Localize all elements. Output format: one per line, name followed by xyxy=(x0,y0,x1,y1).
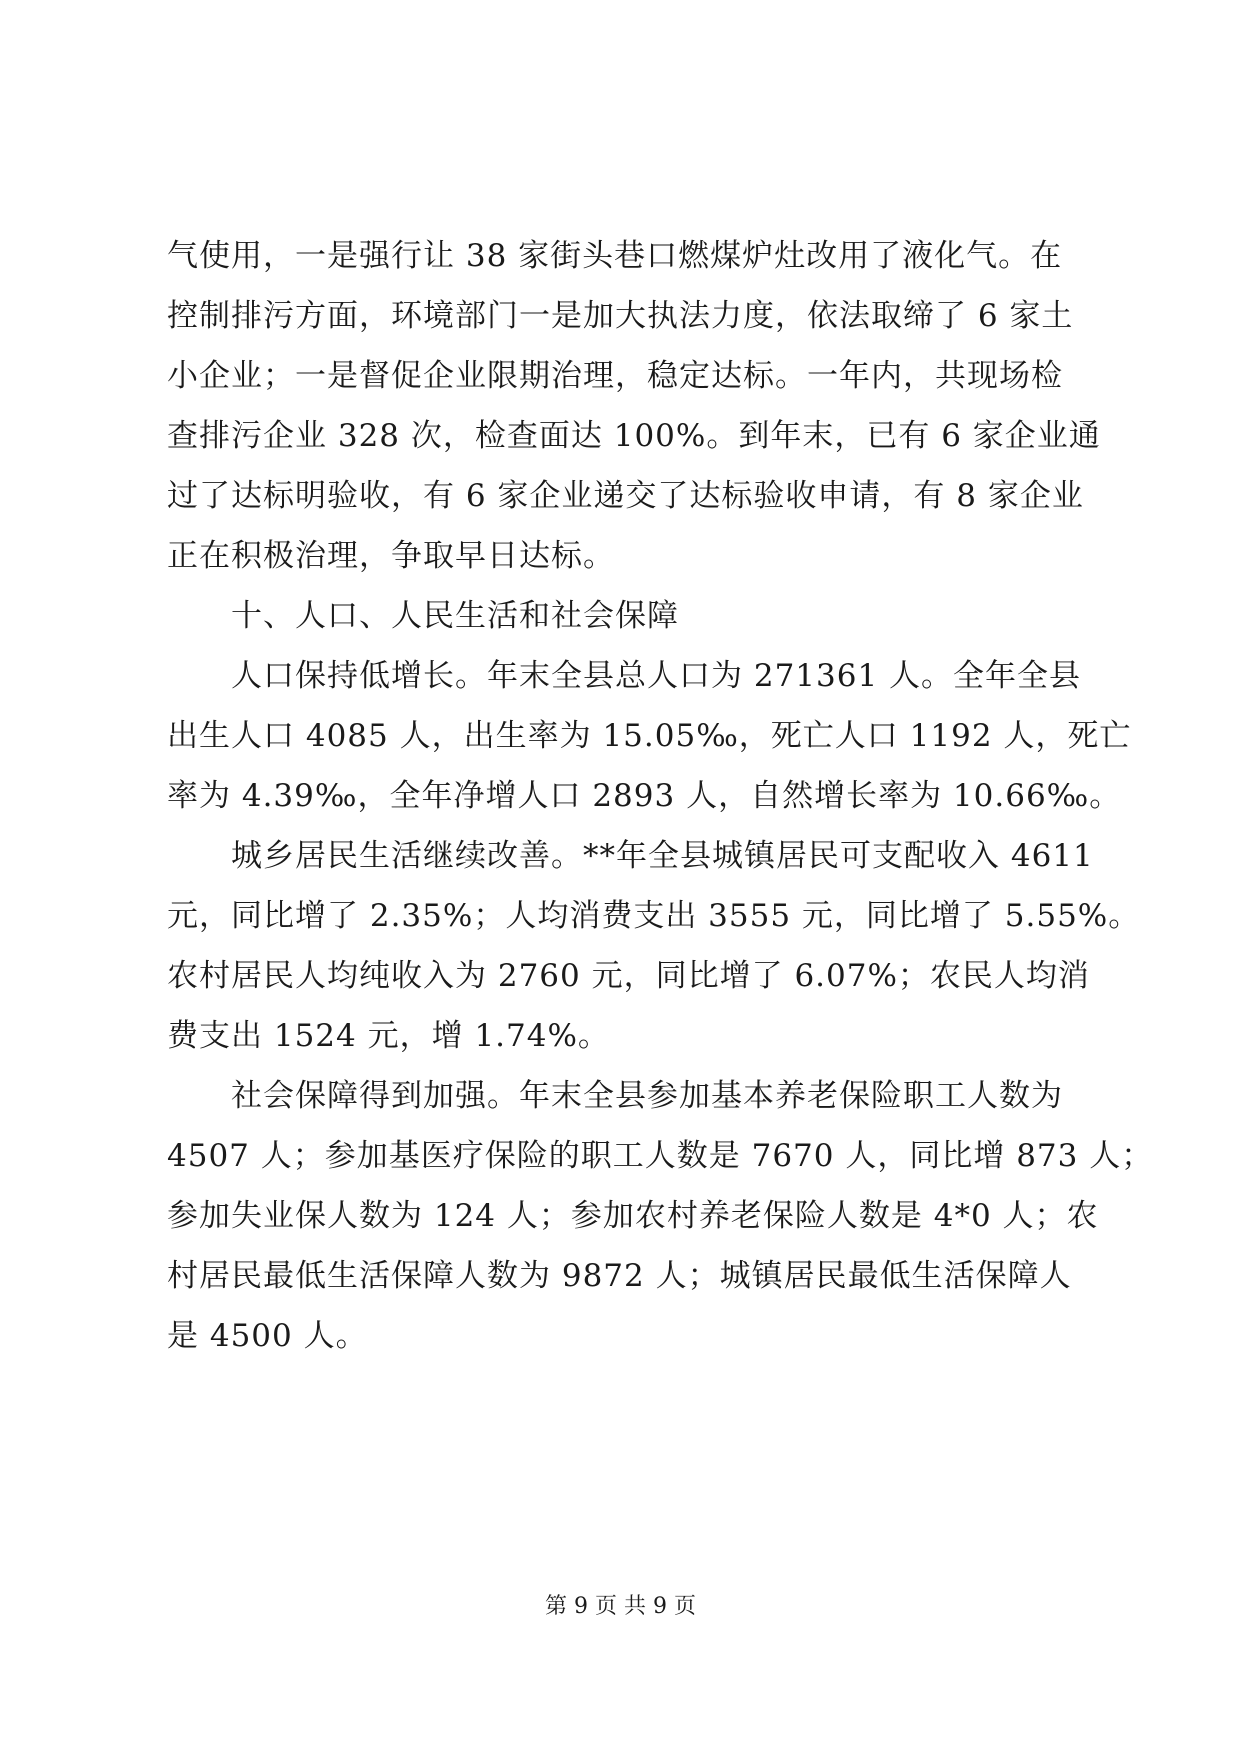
document-body xyxy=(167,226,1154,1366)
text-line: 农村居民人均纯收入为 2760 元，同比增了 6.07%；农民人均消 xyxy=(167,958,1090,994)
text-line: 元，同比增了 2.35%；人均消费支出 3555 元，同比增了 5.55%。 xyxy=(167,898,1141,934)
text-line: 是 4500 人。 xyxy=(167,1318,368,1354)
page-footer xyxy=(0,1592,1241,1622)
text-line: 小企业；一是督促企业限期治理，稳定达标。一年内，共现场检 xyxy=(167,358,1063,394)
text-line: 村居民最低生活保障人数为 9872 人；城镇居民最低生活保障人 xyxy=(167,1258,1072,1294)
text-line: 率为 4.39‰，全年净增人口 2893 人，自然增长率为 10.66‰。 xyxy=(167,778,1122,814)
text-line: 查排污企业 328 次，检查面达 100%。到年末，已有 6 家企业通 xyxy=(167,418,1101,454)
paragraph-first-line: 社会保障得到加强。年末全县参加基本养老保险职工人数为 xyxy=(231,1078,1063,1114)
text-line: 正在积极治理，争取早日达标。 xyxy=(167,538,615,574)
text-line: 4507 人；参加基医疗保险的职工人数是 7670 人，同比增 873 人； xyxy=(167,1138,1154,1174)
section-heading: 十、人口、人民生活和社会保障 xyxy=(231,598,679,634)
text-line: 过了达标明验收，有 6 家企业递交了达标验收申请，有 8 家企业 xyxy=(167,478,1084,514)
text-line: 参加失业保人数为 124 人；参加农村养老保险人数是 4*0 人；农 xyxy=(167,1198,1099,1234)
page-number: 第 9 页 共 9 页 xyxy=(545,1594,696,1619)
paragraph-first-line: 城乡居民生活继续改善。**年全县城镇居民可支配收入 4611 xyxy=(231,838,1094,874)
paragraph-first-line: 人口保持低增长。年末全县总人口为 271361 人。全年全县 xyxy=(231,658,1082,694)
text-line: 出生人口 4085 人，出生率为 15.05‰，死亡人口 1192 人，死亡 xyxy=(167,718,1132,754)
text-line: 控制排污方面，环境部门一是加大执法力度，依法取缔了 6 家土 xyxy=(167,298,1074,334)
text-line: 气使用，一是强行让 38 家街头巷口燃煤炉灶改用了液化气。在 xyxy=(167,238,1063,274)
text-line: 费支出 1524 元，增 1.74%。 xyxy=(167,1018,610,1054)
